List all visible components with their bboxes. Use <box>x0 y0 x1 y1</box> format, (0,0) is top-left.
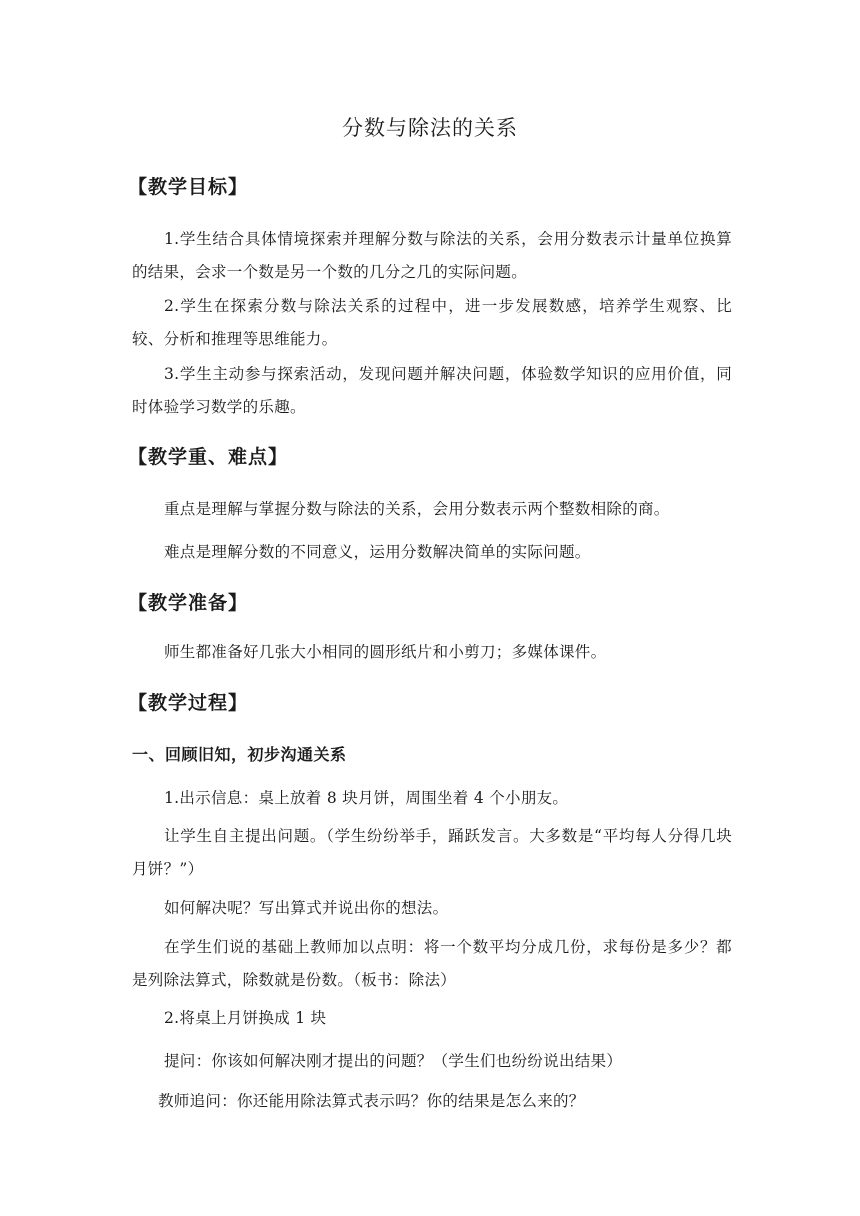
key-point-item-2: 难点是理解分数的不同意义，运用分数解决简单的实际问题。 <box>164 543 591 561</box>
preparation-item-1: 师生都准备好几张大小相同的圆形纸片和小剪刀；多媒体课件。 <box>164 643 607 661</box>
process-item-4: 在学生们说的基础上教师加以点明：将一个数平均分成几份，求每份是多少？都是列除法算式，除数就是份数。（板书：除法） <box>132 938 732 989</box>
process-item-1: 1.出示信息：桌上放着 8 块月饼，周围坐着 4 个小朋友。 <box>164 789 569 807</box>
key-points-heading: 【教学重、难点】 <box>128 446 289 468</box>
objectives-heading: 【教学目标】 <box>128 176 249 198</box>
document-title: 分数与除法的关系 <box>342 116 518 140</box>
process-item-2: 让学生自主提出问题。（学生纷纷举手，踊跃发言。大多数是“平均每人分得几块月饼？”） <box>132 827 732 878</box>
process-item-5: 2.将桌上月饼换成 1 块 <box>164 1009 327 1027</box>
objective-item-2: 2.学生在探索分数与除法关系的过程中，进一步发展数感，培养学生观察、比较、分析和推理等思维能力。 <box>132 297 732 348</box>
key-point-item-1: 重点是理解与掌握分数与除法的关系，会用分数表示两个整数相除的商。 <box>164 500 670 518</box>
process-subheading: 一、回顾旧知，初步沟通关系 <box>132 745 347 764</box>
preparation-heading: 【教学准备】 <box>128 592 249 614</box>
objective-item-1: 1.学生结合具体情境探索并理解分数与除法的关系，会用分数表示计量单位换算的结果，会求一个数是另一个数的几分之几的实际问题。 <box>132 230 732 281</box>
process-heading: 【教学过程】 <box>128 692 249 714</box>
objective-item-3: 3.学生主动参与探索活动，发现问题并解决问题，体验数学知识的应用价值，同时体验学习数学的乐趣。 <box>132 365 732 416</box>
process-item-3: 如何解决呢？写出算式并说出你的想法。 <box>164 899 449 917</box>
process-item-6: 提问：你该如何解决刚才提出的问题？（学生们也纷纷说出结果） <box>164 1052 623 1070</box>
process-item-7: 教师追问：你还能用除法算式表示吗？你的结果是怎么来的？ <box>158 1092 585 1110</box>
